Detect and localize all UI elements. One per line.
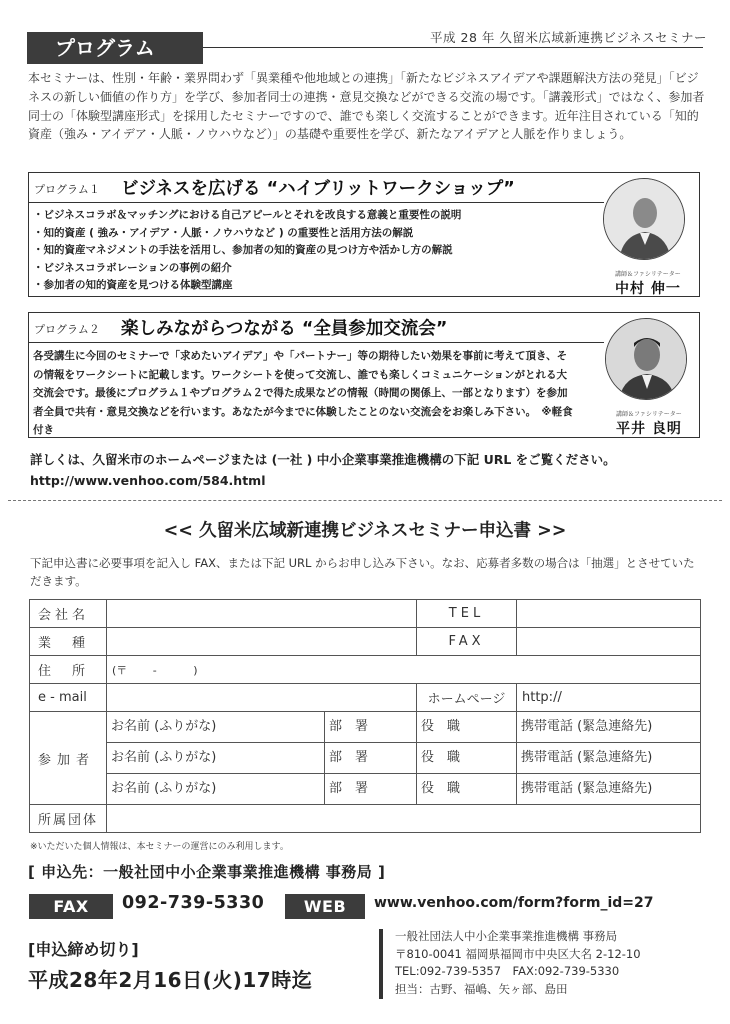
- privacy-note: ※いただいた個人情報は、本セミナーの運営にのみ利用します。: [30, 842, 289, 852]
- email-field[interactable]: [107, 684, 417, 712]
- list-item: ・知的資産 ( 強み・アイデア・人脈・ノウハウなど ) の重要性と活用方法の解説: [33, 226, 414, 239]
- tel-field[interactable]: [517, 600, 701, 628]
- details-url[interactable]: http://www.venhoo.com/584.html: [30, 473, 266, 488]
- participants-label: 参加者: [30, 712, 107, 805]
- tel-label: TEL: [417, 600, 517, 628]
- instructor-2-name: 平井 良明: [616, 421, 682, 437]
- fax-tag: FAX: [29, 894, 113, 919]
- program-2-label: プログラム２: [34, 323, 100, 336]
- program-2-body: 各受講生に今回のセミナーで「求めたいアイデア」や「パートナー」等の期待したい効果を事前に考えて頂き、その情報をワークシートに記載します。ワークシートを使って交流し、誰でも楽しくコミュニケーションがとれる大交流会です。最後にプログラム１やプログラム２で得た成果などの情報（時間の関係上、一部となります）を参加者全員で共有・意見交換などを行います。あなたが今までに体験したことのない交流会をお楽しみ下さい。 ※軽食付き: [33, 350, 573, 436]
- intro-paragraph: 本セミナーは、性別・年齢・業界問わず「異業種や他地域との連携」「新たなビジネスアイデアや課題解決方法の発見」「ビジネスの新しい価値の作り方」を学び、参加者同士の連携・意見交換などができる交流の場です。「講義形式」ではなく、参加者同士の「体験型講座形式」を採用したセミナーですので、誰でも楽しく交流することができます。近年注目されている「知的資産（強み・アイデア・人脈・ノウハウなど）」の基礎や重要性を学び、新たなアイデアと人脈を作りましょう。: [28, 71, 705, 142]
- program-1-title-bar: [29, 173, 604, 203]
- instructor-1-name: 中村 伸一: [615, 281, 681, 297]
- program-1-heading: ビジネスを広げる “ハイブリットワークショップ”: [121, 179, 515, 199]
- details-text: 詳しくは、久留米市のホームページまたは (一社 ) 中小企業事業推進機構の下記 URL をご覧ください。: [30, 452, 616, 467]
- instructor-1-photo: [603, 178, 685, 260]
- deadline-value: 平成28年2月16日(火)17時迄: [28, 968, 313, 992]
- contact-address: [395, 928, 641, 998]
- participant-2-title[interactable]: 役 職: [417, 743, 517, 774]
- fax-number: 092-739-5330: [122, 893, 265, 913]
- address-line: 一般社団法人中小企業事業推進機構 事務局: [395, 929, 618, 943]
- participant-3-name[interactable]: お名前 (ふりがな): [107, 774, 325, 805]
- address-bar: [379, 929, 383, 999]
- address-line: 担当：古野、福嶋、矢ヶ部、島田: [395, 981, 568, 996]
- web-tag: WEB: [285, 894, 365, 919]
- company-label: 会社名: [30, 600, 107, 628]
- address-line: 〒810-0041 福岡県福岡市中央区大名 2-12-10: [395, 946, 641, 961]
- participant-1-name[interactable]: お名前 (ふりがな): [107, 712, 325, 743]
- list-item: ・知的資産マネジメントの手法を活用し、参加者の知的資産の見つけ方や活かし方の解説: [33, 244, 453, 257]
- instructor-1-role: 講師＆ファシリテーター: [615, 271, 681, 278]
- fax-field[interactable]: [517, 628, 701, 656]
- application-form: [29, 599, 701, 833]
- program-1-box: [28, 172, 700, 297]
- form-note: 下記申込書に必要事項を記入し FAX、または下記 URL からお申し込み下さい。なお、応募者多数の場合は「抽選」とさせていただきます。: [30, 556, 695, 588]
- header-subtitle: 平成 28 年 久留米広域新連携ビジネスセミナー: [430, 30, 707, 45]
- participant-2-dept[interactable]: 部 署: [325, 743, 417, 774]
- list-item: ・ビジネスコラボ＆マッチングにおける自己アピールとそれを改良する意義と重要性の説明: [33, 209, 462, 221]
- email-label: e - mail: [30, 684, 107, 712]
- organization-field[interactable]: [107, 805, 701, 833]
- list-item: ・ビジネスコラボレーションの事例の紹介: [33, 261, 232, 274]
- homepage-label: ホームページ: [417, 684, 517, 712]
- organization-label: 所属団体: [30, 805, 107, 833]
- participant-1-title[interactable]: 役 職: [417, 712, 517, 743]
- program-2-title-bar: [29, 313, 604, 343]
- deadline-label: [申込締め切り]: [28, 940, 139, 959]
- program-1-label: プログラム１: [34, 183, 100, 196]
- homepage-field[interactable]: http://: [517, 684, 701, 712]
- form-title: << 久留米広域新連携ビジネスセミナー申込書 >>: [163, 521, 567, 541]
- participant-3-title[interactable]: 役 職: [417, 774, 517, 805]
- header-rule: [203, 47, 703, 48]
- address-field[interactable]: (〒 - ): [107, 656, 701, 684]
- details-block: [30, 449, 616, 491]
- section-title: プログラム: [27, 32, 203, 64]
- company-field[interactable]: [107, 600, 417, 628]
- participant-2-phone[interactable]: 携帯電話 (緊急連絡先): [517, 743, 701, 774]
- instructor-2-photo: [605, 318, 687, 400]
- industry-field[interactable]: [107, 628, 417, 656]
- program-2-heading: 楽しみながらつながる “全員参加交流会”: [121, 319, 448, 339]
- apply-heading: [ 申込先：一般社団中小企業事業推進機構 事務局 ]: [28, 863, 386, 881]
- list-item: ・参加者の知的資産を見つける体験型講座: [33, 279, 233, 292]
- page-header: [27, 28, 707, 64]
- web-url[interactable]: www.venhoo.com/form?form_id=27: [374, 895, 654, 911]
- participant-1-phone[interactable]: 携帯電話 (緊急連絡先): [517, 712, 701, 743]
- instructor-2-role: 講師＆ファシリテーター: [616, 411, 682, 418]
- participant-1-dept[interactable]: 部 署: [325, 712, 417, 743]
- participant-3-dept[interactable]: 部 署: [325, 774, 417, 805]
- program-2-box: [28, 312, 700, 438]
- fax-label: FAX: [417, 628, 517, 656]
- address-line: TEL:092-739-5357 FAX:092-739-5330: [395, 964, 620, 979]
- program-1-list: [29, 203, 699, 295]
- industry-label: 業 種: [30, 628, 107, 656]
- participant-2-name[interactable]: お名前 (ふりがな): [107, 743, 325, 774]
- address-label: 住 所: [30, 656, 107, 684]
- cut-line: [8, 500, 722, 501]
- participant-3-phone[interactable]: 携帯電話 (緊急連絡先): [517, 774, 701, 805]
